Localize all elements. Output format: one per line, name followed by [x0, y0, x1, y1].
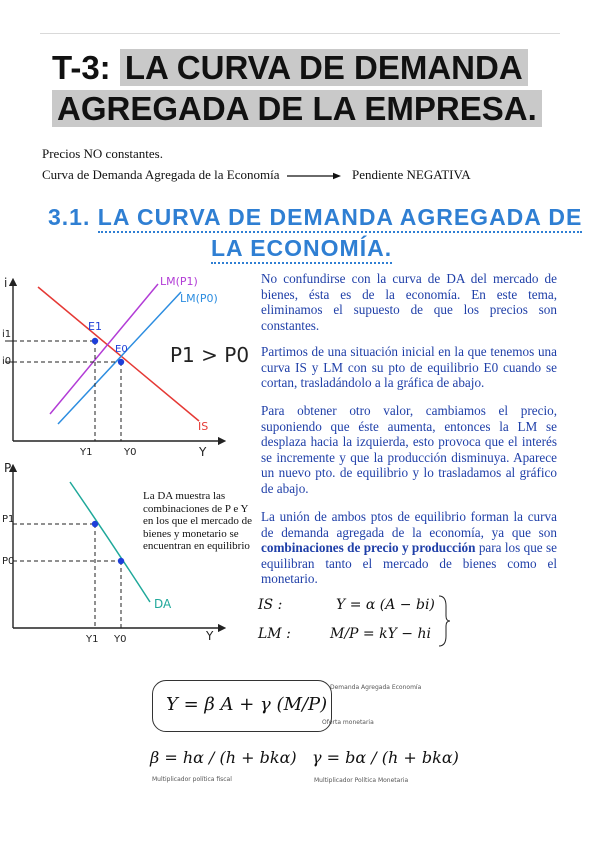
islm-da-graphs — [0, 262, 258, 662]
lm-p0-curve — [58, 292, 181, 424]
section-number: 3.1. — [48, 204, 91, 230]
price-comparison: P1 > P0 — [170, 343, 250, 367]
da-label: DA — [154, 597, 172, 611]
section-title-2: LA ECONOMÍA. — [211, 235, 392, 264]
top-x-axis-label: Y — [199, 445, 207, 459]
note-gamma: Multiplicador Política Monetaria — [314, 777, 409, 784]
e0-point — [118, 359, 124, 365]
equation-brace-icon — [437, 594, 451, 648]
gamma-equation: γ = bα / (h + bkα) — [312, 748, 459, 767]
intro-left: Curva de Demanda Agregada de la Economía — [42, 167, 280, 182]
da-point-1 — [92, 521, 98, 527]
tick-p0: P0 — [2, 556, 15, 567]
paragraph-4-b: para los que se equilibran tanto el mercado de bienes como el monetario. — [261, 540, 558, 587]
tick-y0-bottom: Y0 — [114, 634, 127, 645]
lm-p0-label: LM(P0) — [180, 292, 218, 305]
da-point-0 — [118, 558, 124, 564]
lm-p1-label: LM(P1) — [160, 275, 198, 288]
section-title-1: LA CURVA DE DEMANDA AGREGADA DE — [98, 204, 583, 233]
title-highlight-1: LA CURVA DE DEMANDA — [120, 49, 528, 86]
intro-line-2 — [42, 167, 471, 184]
main-equation: Y = β A + γ (M/P) — [166, 694, 328, 715]
tick-i1: i1 — [2, 329, 12, 340]
note-beta: Multiplicador política fiscal — [152, 776, 232, 783]
tick-p1: P1 — [2, 514, 15, 525]
top-rule — [40, 33, 560, 34]
paragraph-4-a: La unión de ambos ptos de equilibrio forman la curva de demanda agregada de la economía, ya que son — [261, 509, 557, 540]
paragraph-4-bold: combinaciones de precio y producción — [261, 540, 476, 556]
section-title-line-2 — [211, 235, 392, 262]
is-label: IS — [198, 420, 209, 433]
tick-y1-bottom: Y1 — [86, 634, 99, 645]
da-note: La DA muestra las combinaciones de P e Y en los que el mercado de bienes y monetario se encuentran en equilibrio — [143, 490, 253, 552]
lm-p1-curve — [50, 284, 158, 414]
tick-i0: i0 — [2, 356, 12, 367]
tick-y1-top: Y1 — [80, 447, 93, 458]
paragraph-4 — [261, 509, 557, 587]
title-highlight-2: AGREGADA DE LA EMPRESA. — [52, 90, 542, 127]
bottom-x-axis-label: Y — [206, 629, 214, 643]
note-om: Oferta monetaria — [322, 719, 374, 726]
beta-equation: β = hα / (h + bkα) — [150, 748, 297, 767]
intro-line-1: Precios NO constantes. — [42, 146, 163, 161]
e1-label: E1 — [88, 320, 102, 333]
section-title-line-1 — [48, 204, 582, 231]
intro-right: Pendiente NEGATIVA — [352, 167, 471, 182]
note-da: Demanda Agregada Economía — [330, 684, 422, 691]
e0-label: E0 — [115, 344, 128, 355]
paragraph-1: No confundirse con la curva de DA del mercado de bienes, ésta es de la economía. En este tema, eliminamos el supuesto de que los precios son constantes. — [261, 271, 557, 333]
paragraph-2: Partimos de una situación inicial en la que tenemos una curva IS y LM con su pto de equilibrio E0 cuando se cortan, trasladándolo a la gráfica de abajo. — [261, 344, 557, 391]
da-curve — [70, 482, 150, 602]
lm-eq-label: LM : — [258, 626, 291, 642]
paragraph-3: Para obtener otro valor, cambiamos el precio, suponiendo que éste aumenta, entonces la LM se desplaza hacia la izquierda, esto provoca que el interés se incremente y que la producción disminuya. Aparece un nuevo pto. de equilibrio y lo trasladamos al gráfico de abajo. — [261, 403, 557, 496]
title-line-1 — [52, 48, 528, 88]
bottom-y-axis-label: P — [4, 461, 12, 475]
arrow-right-icon — [287, 168, 341, 184]
e1-point — [92, 338, 98, 344]
top-y-axis-label: i — [4, 276, 8, 290]
tick-y0-top: Y0 — [124, 447, 137, 458]
lm-eq: M/P = kY − hi — [330, 626, 431, 642]
title-line-2 — [52, 89, 542, 129]
is-eq: Y = α (A − bi) — [336, 597, 435, 613]
is-eq-label: IS : — [258, 597, 283, 613]
title-prefix: T-3: — [52, 49, 111, 86]
